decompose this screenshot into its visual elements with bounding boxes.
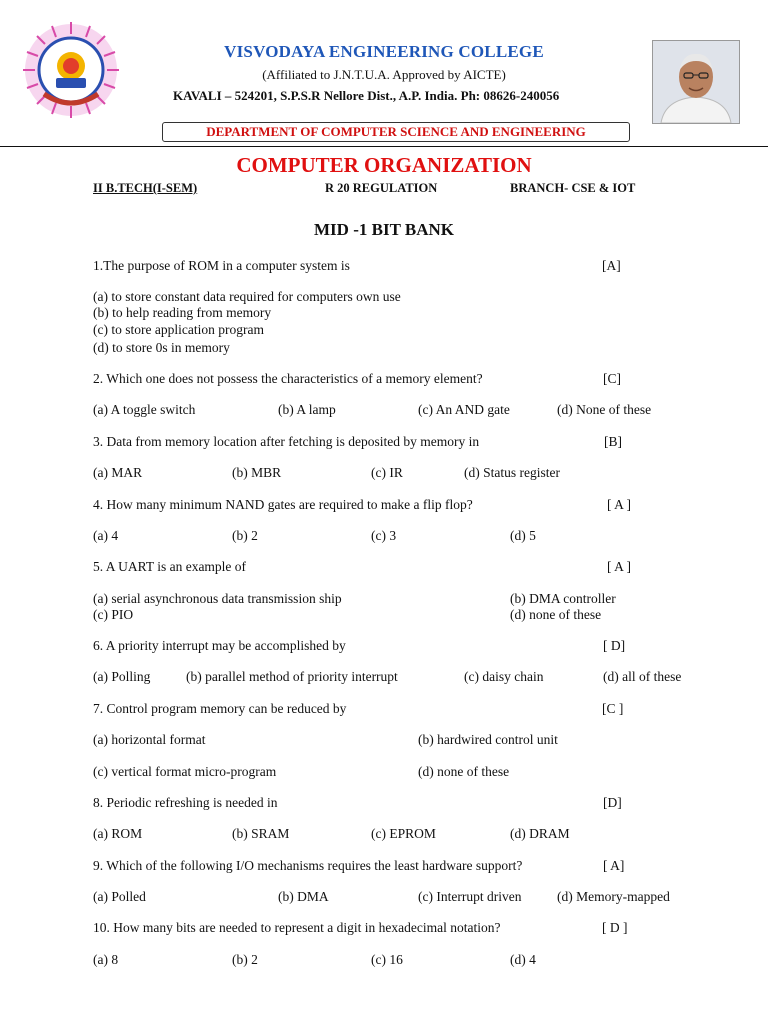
option: (c) Interrupt driven: [418, 889, 522, 904]
option: (b) parallel method of priority interrupt: [186, 669, 398, 684]
option: (d) none of these: [418, 764, 510, 779]
option: (b) to help reading from memory: [93, 305, 272, 320]
option: (c) daisy chain: [464, 669, 544, 684]
college-name: VISVODAYA ENGINEERING COLLEGE: [224, 42, 544, 61]
bit-bank-title: MID -1 BIT BANK: [314, 220, 454, 239]
option: (d) none of these: [510, 607, 602, 622]
option: (d) to store 0s in memory: [93, 340, 230, 355]
branch-label: BRANCH- CSE & IOT: [510, 181, 636, 195]
question-text: 6. A priority interrupt may be accomplished by: [93, 638, 346, 653]
option: (d) all of these: [603, 669, 682, 684]
answer-key: [A]: [602, 258, 621, 273]
answer-key: [ D]: [603, 638, 626, 653]
option: (d) Memory-mapped: [557, 889, 670, 904]
option: (c) EPROM: [371, 826, 436, 841]
department-banner: DEPARTMENT OF COMPUTER SCIENCE AND ENGINEERING: [162, 122, 630, 142]
college-address: KAVALI – 524201, S.P.S.R Nellore Dist., A.P. India. Ph: 08626-240056: [173, 88, 560, 103]
subject-title: COMPUTER ORGANIZATION: [236, 153, 532, 177]
option: (a) horizontal format: [93, 732, 206, 747]
answer-key: [D]: [603, 795, 622, 810]
option: (a) 8: [93, 952, 119, 967]
option: (b) DMA controller: [510, 591, 616, 606]
regulation-label: R 20 REGULATION: [325, 181, 438, 195]
option: (b) SRAM: [232, 826, 290, 841]
option: (b) DMA: [278, 889, 329, 904]
question-text: 10. How many bits are needed to represent a digit in hexadecimal notation?: [93, 920, 501, 935]
question-text: 8. Periodic refreshing is needed in: [93, 795, 278, 810]
option: (a) A toggle switch: [93, 402, 196, 417]
option: (a) Polling: [93, 669, 151, 684]
option: (d) Status register: [464, 465, 560, 480]
answer-key: [ D ]: [602, 920, 628, 935]
option: (b) A lamp: [278, 402, 336, 417]
option: (b) 2: [232, 952, 258, 967]
option: (a) 4: [93, 528, 119, 543]
answer-key: [ A ]: [607, 497, 632, 512]
question-text: 1.The purpose of ROM in a computer system is: [93, 258, 350, 273]
question-text: 9. Which of the following I/O mechanisms requires the least hardware support?: [93, 858, 523, 873]
answer-key: [B]: [604, 434, 622, 449]
answer-key: [ A]: [603, 858, 625, 873]
header-divider: [0, 146, 768, 147]
option: (d) 4: [510, 952, 536, 967]
option: (d) None of these: [557, 402, 652, 417]
option: (d) DRAM: [510, 826, 570, 841]
answer-key: [C]: [603, 371, 621, 386]
answer-key: [C ]: [602, 701, 624, 716]
question-text: 5. A UART is an example of: [93, 559, 247, 574]
question-text: 2. Which one does not possess the characteristics of a memory element?: [93, 371, 483, 386]
question-text: 3. Data from memory location after fetching is deposited by memory in: [93, 434, 480, 449]
option: (c) vertical format micro-program: [93, 764, 277, 779]
option: (c) PIO: [93, 607, 134, 622]
option: (d) 5: [510, 528, 536, 543]
option: (a) MAR: [93, 465, 143, 480]
option: (c) IR: [371, 465, 403, 480]
option: (c) to store application program: [93, 322, 264, 337]
option: (a) Polled: [93, 889, 146, 904]
question-text: 7. Control program memory can be reduced by: [93, 701, 347, 716]
option: (a) ROM: [93, 826, 143, 841]
option: (c) 16: [371, 952, 403, 967]
option: (c) An AND gate: [418, 402, 510, 417]
option: (b) MBR: [232, 465, 282, 480]
option: (b) hardwired control unit: [418, 732, 558, 747]
option: (b) 2: [232, 528, 258, 543]
option: (a) to store constant data required for computers own use: [93, 289, 401, 304]
option: (a) serial asynchronous data transmission ship: [93, 591, 342, 606]
course-label: II B.TECH(I-SEM): [93, 181, 198, 195]
question-text: 4. How many minimum NAND gates are required to make a flip flop?: [93, 497, 473, 512]
option: (c) 3: [371, 528, 397, 543]
affiliation: (Affiliated to J.N.T.U.A. Approved by AICTE): [262, 67, 506, 82]
answer-key: [ A ]: [607, 559, 632, 574]
